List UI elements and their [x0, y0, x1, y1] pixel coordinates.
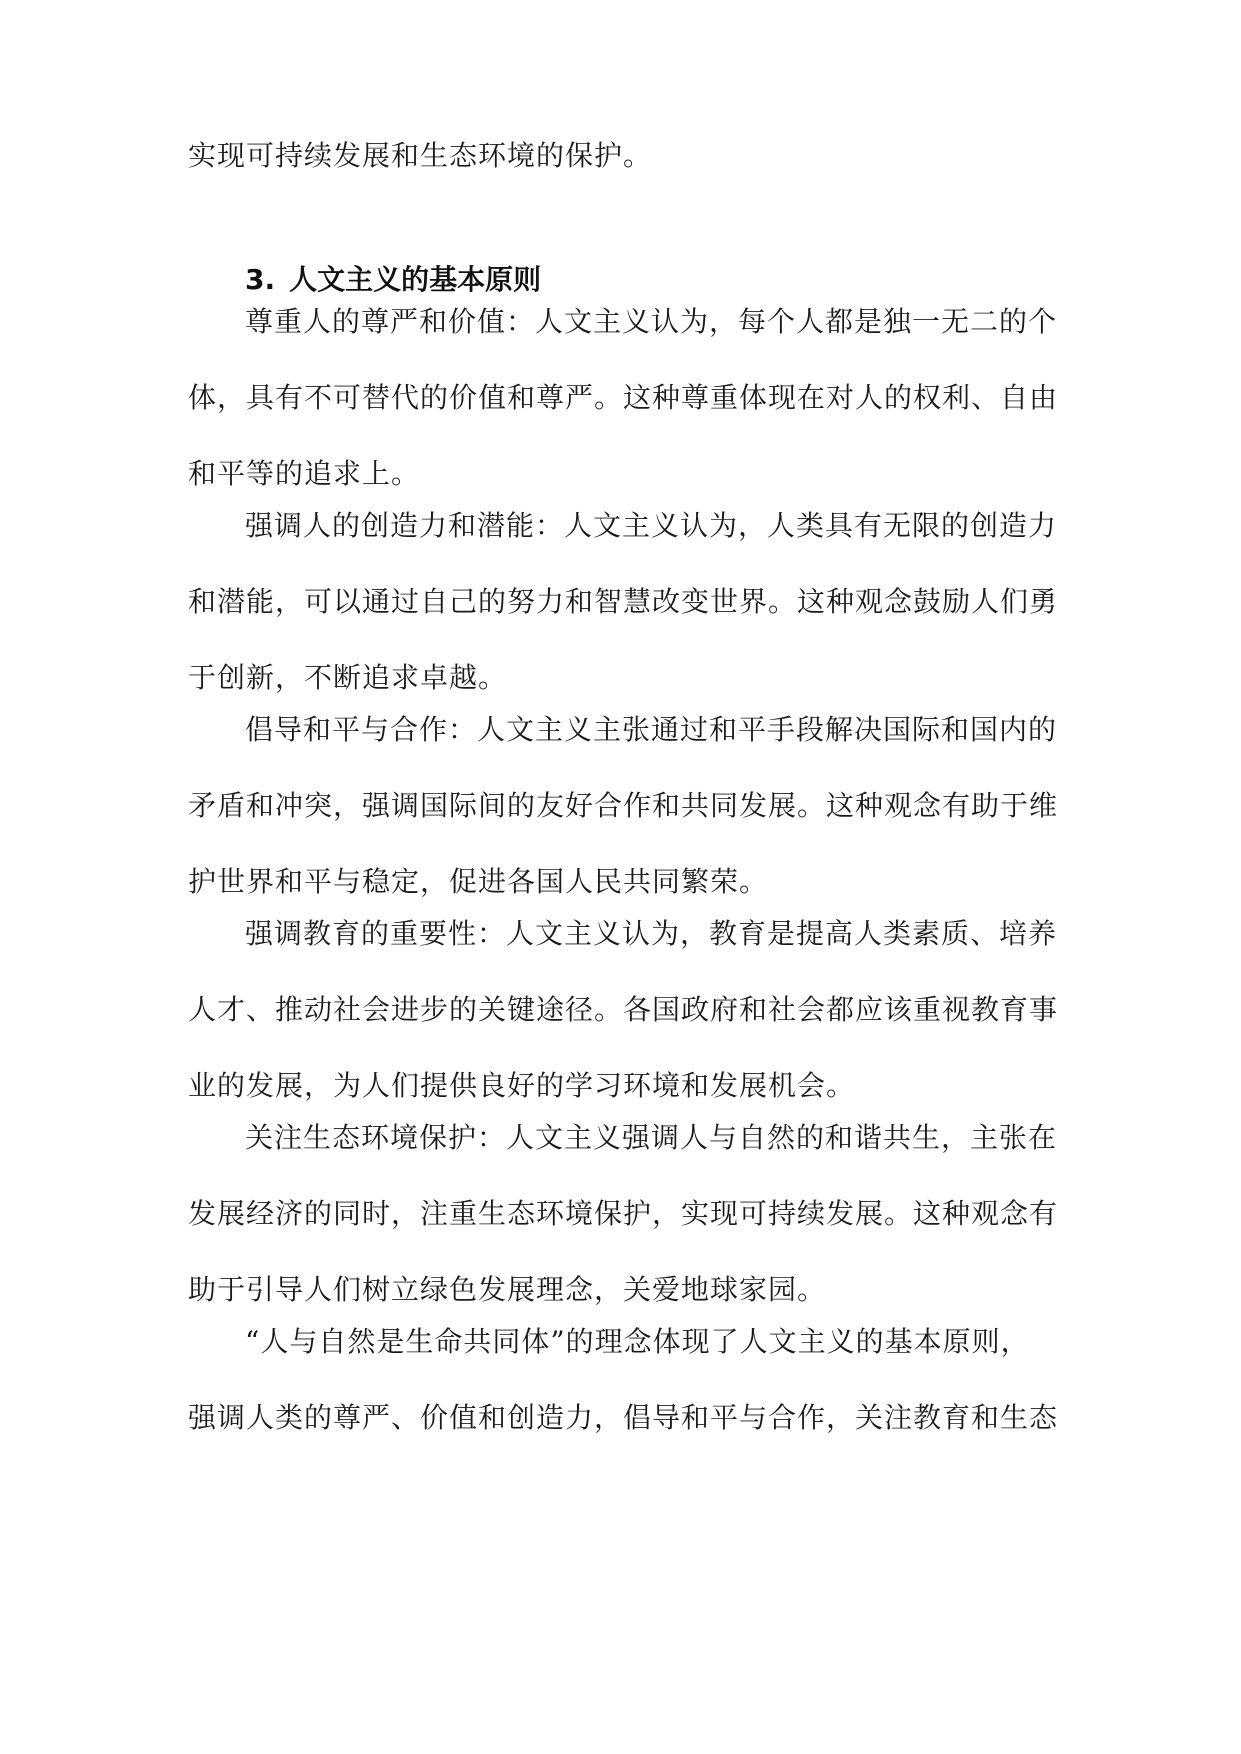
- paragraph-ecology: [188, 1100, 1058, 1328]
- paragraph-line: 尊重人的尊严和价值：人文主义认为，每个人都是独一无二的个: [245, 305, 1058, 338]
- paragraph-line: 强调人类的尊严、价值和创造力，倡导和平与合作，关注教育和生态: [188, 1401, 1059, 1434]
- paragraph-line: 助于引导人们树立绿色发展理念，关爱地球家园。: [188, 1273, 827, 1306]
- section-title: 人文主义的基本原则: [289, 263, 542, 296]
- paragraph-line: 倡导和平与合作：人文主义主张通过和平手段解决国际和国内的: [245, 713, 1058, 746]
- paragraph-line: “人与自然是生命共同体”的理念体现了人文主义的基本原则，: [245, 1325, 1030, 1358]
- paragraph-peace: [188, 692, 1058, 920]
- section-number: 3.: [245, 263, 276, 296]
- paragraph-line: 和平等的追求上。: [188, 457, 421, 490]
- paragraph-line: 于创新，不断追求卓越。: [188, 661, 508, 694]
- paragraph-line: 矛盾和冲突，强调国际间的友好合作和共同发展。这种观念有助于维: [188, 789, 1059, 822]
- paragraph-line: 强调教育的重要性：人文主义认为，教育是提高人类素质、培养: [245, 917, 1058, 950]
- paragraph-line: 和潜能，可以通过自己的努力和智慧改变世界。这种观念鼓励人们勇: [188, 585, 1059, 618]
- paragraph-line: 护世界和平与稳定，促进各国人民共同繁荣。: [188, 865, 769, 898]
- intro-paragraph: [188, 118, 1058, 194]
- paragraph-line: 业的发展，为人们提供良好的学习环境和发展机会。: [188, 1069, 856, 1102]
- paragraph-education: [188, 896, 1058, 1124]
- paragraph-line: 发展经济的同时，注重生态环境保护，实现可持续发展。这种观念有: [188, 1197, 1059, 1230]
- intro-line: 实现可持续发展和生态环境的保护。: [188, 139, 653, 172]
- paragraph-line: 关注生态环境保护：人文主义强调人与自然的和谐共生，主张在: [245, 1121, 1058, 1154]
- paragraph-line: 人才、推动社会进步的关键途径。各国政府和社会都应该重视教育事: [188, 993, 1059, 1026]
- paragraph-line: 体，具有不可替代的价值和尊严。这种尊重体现在对人的权利、自由: [188, 381, 1059, 414]
- paragraph-dignity: [188, 284, 1058, 512]
- paragraph-creativity: [188, 488, 1058, 716]
- paragraph-line: 强调人的创造力和潜能：人文主义认为，人类具有无限的创造力: [245, 509, 1058, 542]
- paragraph-conclusion: [188, 1304, 1058, 1456]
